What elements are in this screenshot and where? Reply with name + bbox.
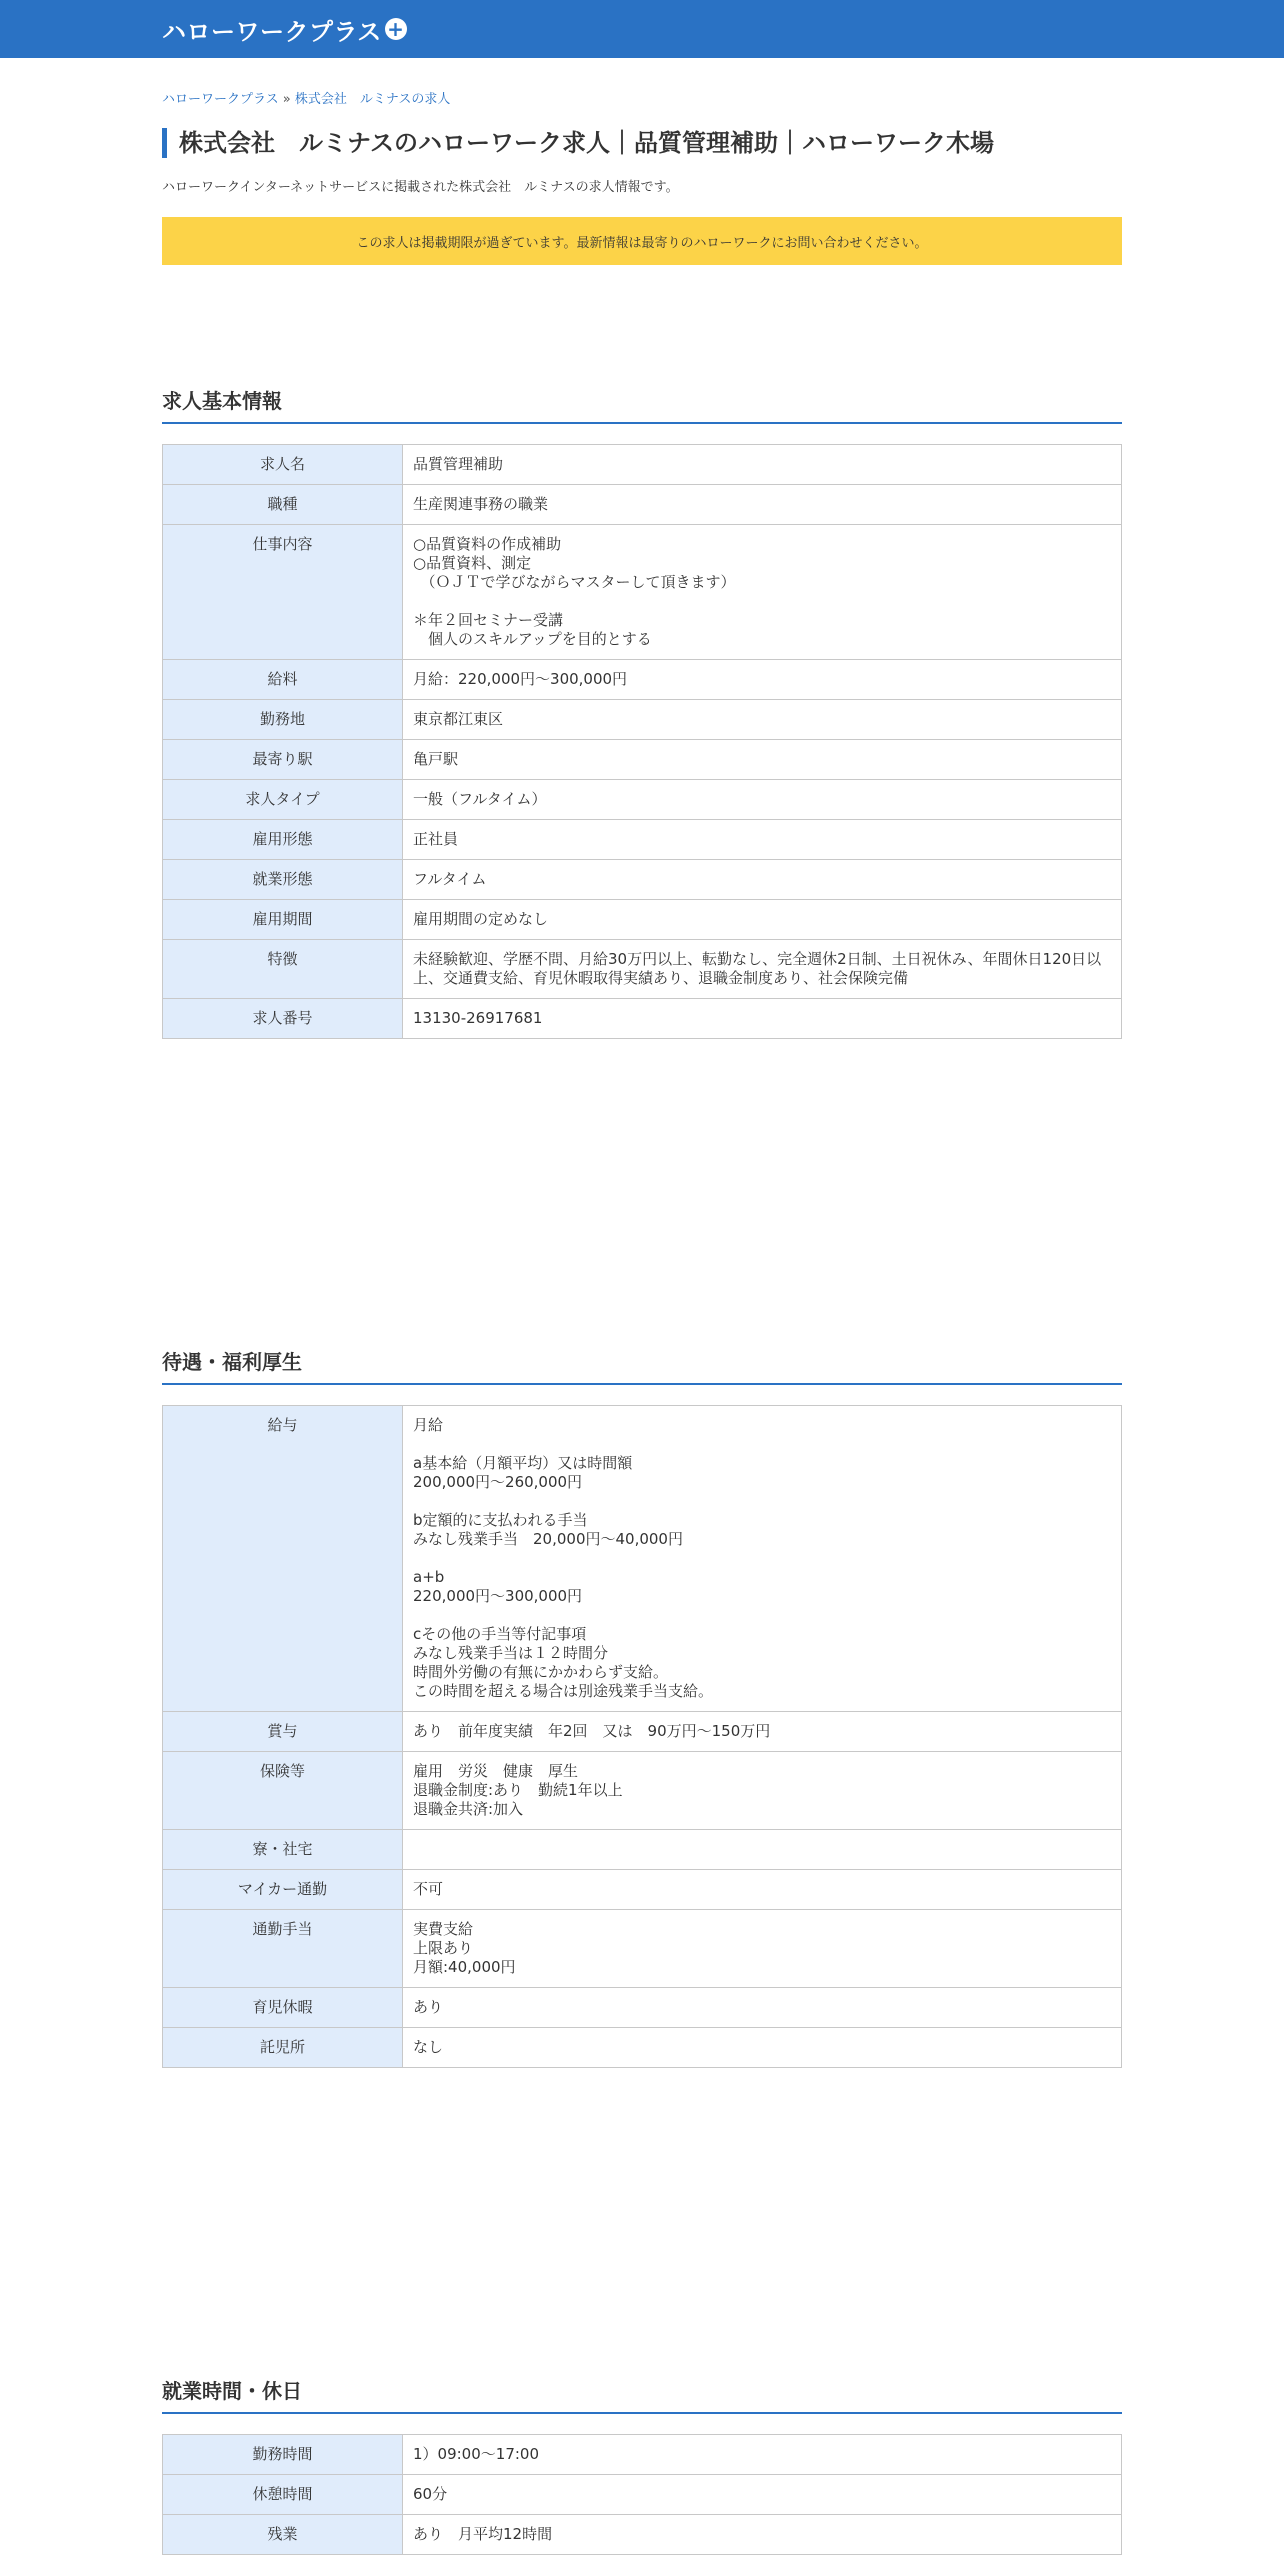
row-label: 託児所	[163, 2028, 403, 2068]
table-row	[163, 820, 1122, 860]
row-label: 通勤手当	[163, 1910, 403, 1988]
row-label: 雇用形態	[163, 820, 403, 860]
table-row	[163, 485, 1122, 525]
table-row	[163, 740, 1122, 780]
row-label: マイカー通勤	[163, 1870, 403, 1910]
table-row	[163, 700, 1122, 740]
row-label: 育児休暇	[163, 1988, 403, 2028]
plus-circle-icon: +	[385, 18, 407, 40]
row-value: 東京都江東区	[403, 700, 1122, 740]
welfare-table	[162, 1405, 1122, 2068]
row-label: 求人タイプ	[163, 780, 403, 820]
row-value	[403, 1830, 1122, 1870]
row-label: 勤務時間	[163, 2435, 403, 2475]
row-label: 職種	[163, 485, 403, 525]
row-label: 保険等	[163, 1752, 403, 1830]
row-label: 雇用期間	[163, 900, 403, 940]
row-value: 一般（フルタイム）	[403, 780, 1122, 820]
row-value: 13130-26917681	[403, 999, 1122, 1039]
section-title-basic: 求人基本情報	[162, 389, 1122, 424]
expired-notice-banner: この求人は掲載期限が過ぎています。最新情報は最寄りのハローワークにお問い合わせください。	[162, 217, 1122, 265]
breadcrumb-home-link[interactable]: ハローワークプラス	[162, 92, 279, 107]
row-value: 生産関連事務の職業	[403, 485, 1122, 525]
table-row	[163, 2435, 1122, 2475]
row-value: なし	[403, 2028, 1122, 2068]
row-label: 給与	[163, 1406, 403, 1712]
row-value: 不可	[403, 1870, 1122, 1910]
table-row	[163, 1830, 1122, 1870]
main-content	[162, 88, 1122, 2555]
table-row	[163, 940, 1122, 999]
page-lead: ハローワークインターネットサービスに掲載された株式会社 ルミナスの求人情報です。	[162, 180, 679, 195]
row-value: 月給：220,000円～300,000円	[403, 660, 1122, 700]
row-label: 休憩時間	[163, 2475, 403, 2515]
row-value: ○品質資料の作成補助 ○品質資料、測定 （ＯＪＴで学びながらマスターして頂きます） ＊年２回セミナー受講 個人のスキルアップを目的とする	[403, 525, 1122, 660]
table-row	[163, 2515, 1122, 2555]
row-label: 就業形態	[163, 860, 403, 900]
table-row	[163, 1988, 1122, 2028]
site-logo[interactable]	[162, 12, 407, 47]
table-row	[163, 860, 1122, 900]
section-title-welfare: 待遇・福利厚生	[162, 1350, 1122, 1385]
row-value: 月給 a基本給（月額平均）又は時間額 200,000円～260,000円 b定額的に支払われる手当 みなし残業手当 20,000円～40,000円 a+b 220,000円～300,000円 cその他の手当等付記事項 みなし残業手当は１２時間分 時間外労働の有無にかかわらず支給。 この時間を超える場合は別途残業手当支給。	[403, 1406, 1122, 1712]
row-value: 亀戸駅	[403, 740, 1122, 780]
table-row	[163, 2028, 1122, 2068]
table-row	[163, 1910, 1122, 1988]
table-row	[163, 1406, 1122, 1712]
row-value: 1）09:00～17:00	[403, 2435, 1122, 2475]
row-value: フルタイム	[403, 860, 1122, 900]
row-value: あり	[403, 1988, 1122, 2028]
table-row	[163, 525, 1122, 660]
table-row	[163, 1712, 1122, 1752]
row-label: 求人名	[163, 445, 403, 485]
row-label: 最寄り駅	[163, 740, 403, 780]
row-value: 60分	[403, 2475, 1122, 2515]
row-value: 正社員	[403, 820, 1122, 860]
table-row	[163, 900, 1122, 940]
row-value: 実費支給 上限あり 月額:40,000円	[403, 1910, 1122, 1988]
row-label: 求人番号	[163, 999, 403, 1039]
row-value: 品質管理補助	[403, 445, 1122, 485]
row-value: あり 前年度実績 年2回 又は 90万円～150万円	[403, 1712, 1122, 1752]
table-row	[163, 999, 1122, 1039]
table-row	[163, 780, 1122, 820]
row-value: あり 月平均12時間	[403, 2515, 1122, 2555]
hours-table	[162, 2434, 1122, 2555]
row-label: 寮・社宅	[163, 1830, 403, 1870]
row-label: 特徴	[163, 940, 403, 999]
logo-text[interactable]: ハローワークプラス	[162, 17, 382, 46]
table-row	[163, 660, 1122, 700]
table-row	[163, 1870, 1122, 1910]
row-value: 未経験歓迎、学歴不問、月給30万円以上、転勤なし、完全週休2日制、土日祝休み、年間休日120日以上、交通費支給、育児休暇取得実績あり、退職金制度あり、社会保険完備	[403, 940, 1122, 999]
basic-info-table	[162, 444, 1122, 1039]
table-row	[163, 2475, 1122, 2515]
section-title-hours: 就業時間・休日	[162, 2379, 1122, 2414]
site-header	[0, 0, 1284, 58]
breadcrumb-current-link[interactable]: 株式会社 ルミナスの求人	[294, 92, 451, 107]
row-label: 残業	[163, 2515, 403, 2555]
row-label: 給料	[163, 660, 403, 700]
breadcrumb	[162, 88, 1122, 107]
table-row	[163, 1752, 1122, 1830]
table-row	[163, 445, 1122, 485]
row-label: 仕事内容	[163, 525, 403, 660]
row-value: 雇用期間の定めなし	[403, 900, 1122, 940]
page-title: 株式会社 ルミナスのハローワーク求人｜品質管理補助｜ハローワーク木場	[162, 128, 1122, 158]
row-label: 勤務地	[163, 700, 403, 740]
row-value: 雇用 労災 健康 厚生 退職金制度:あり 勤続1年以上 退職金共済:加入	[403, 1752, 1122, 1830]
row-label: 賞与	[163, 1712, 403, 1752]
breadcrumb-separator: »	[278, 92, 295, 107]
